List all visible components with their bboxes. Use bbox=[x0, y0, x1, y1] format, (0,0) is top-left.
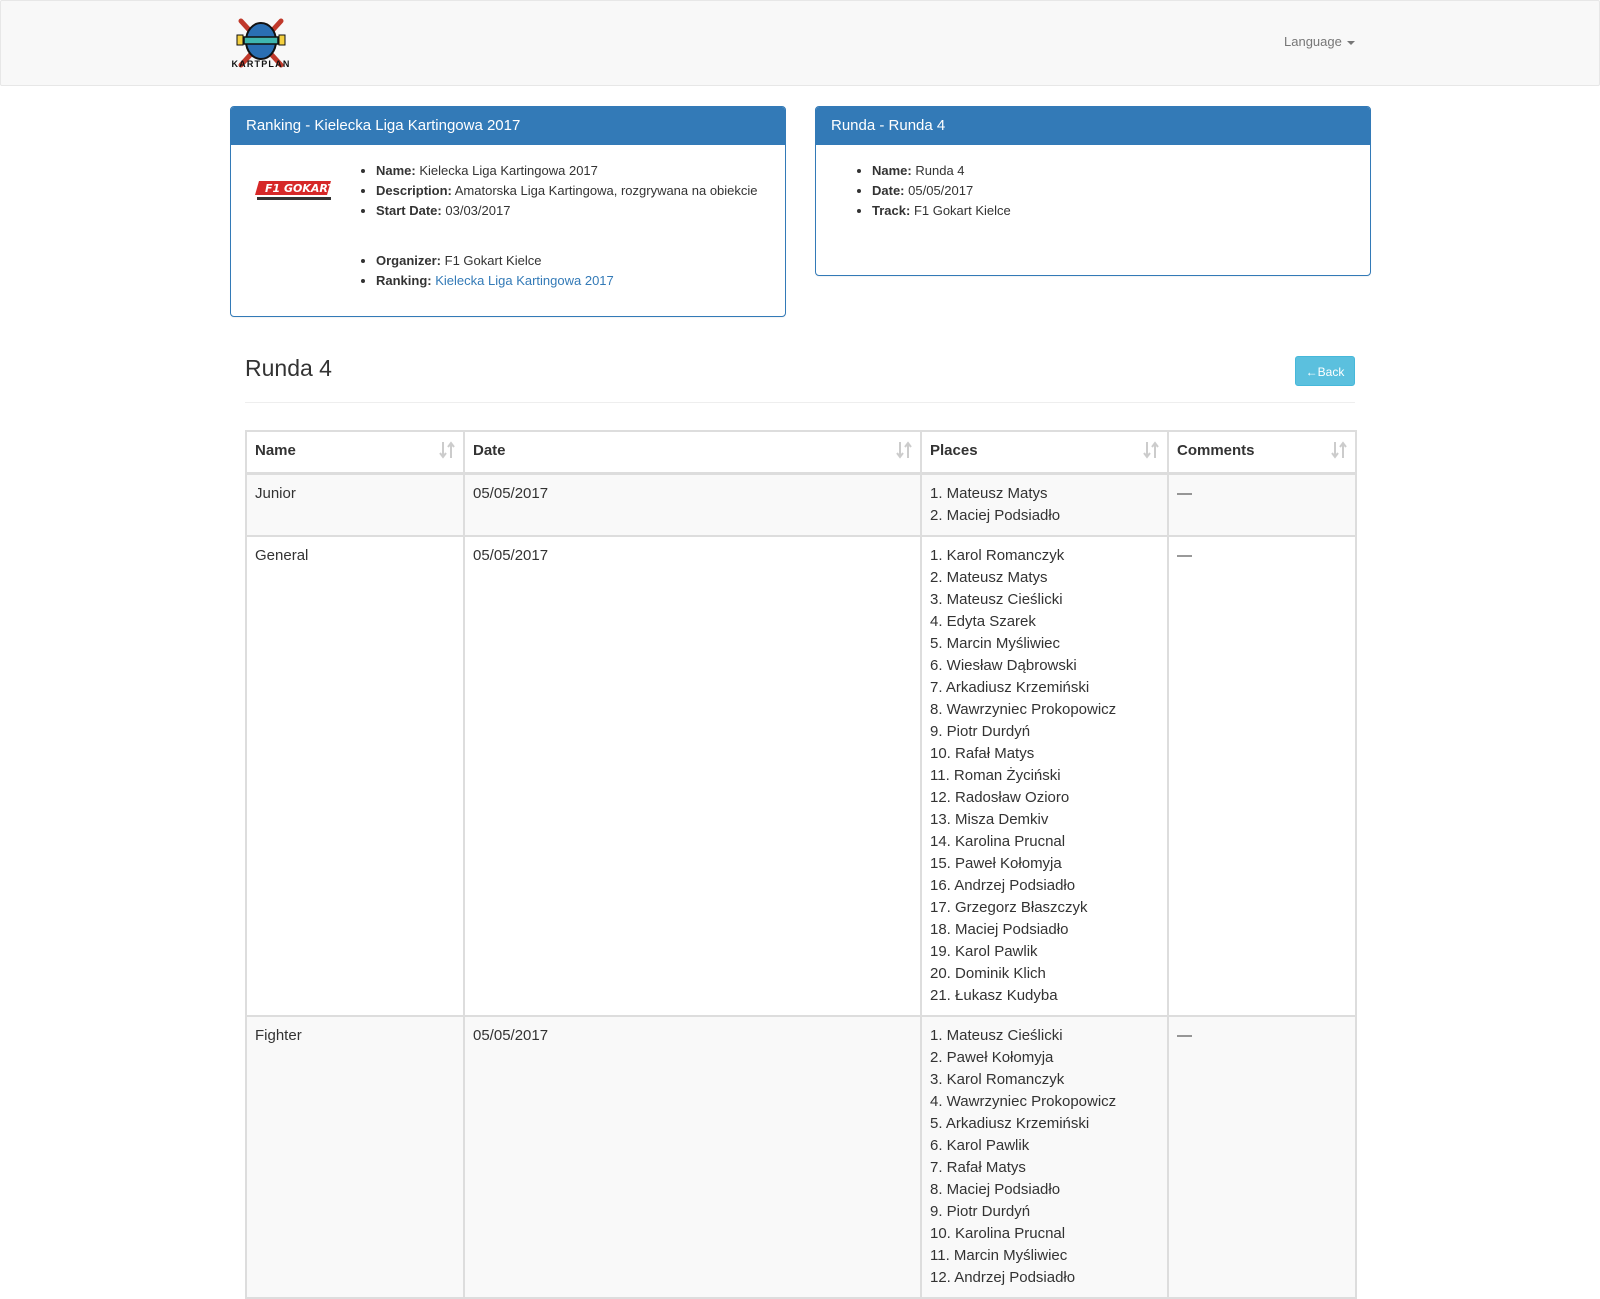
round-panel-title: Runda - Runda 4 bbox=[816, 107, 1370, 145]
place-item: 10. Rafał Matys bbox=[930, 745, 1035, 762]
place-item: 11. Roman Życiński bbox=[930, 767, 1061, 784]
place-item: 2. Mateusz Matys bbox=[930, 569, 1048, 586]
table-row bbox=[246, 1016, 1356, 1298]
sort-icon bbox=[439, 440, 455, 460]
results-table bbox=[245, 430, 1357, 1299]
place-item: 11. Marcin Myśliwiec bbox=[930, 1247, 1068, 1264]
ranking-name-item: • Name: Kielecka Liga Kartingowa 2017 bbox=[376, 161, 766, 181]
place-item: 9. Piotr Durdyń bbox=[930, 723, 1031, 740]
place-item: 1. Karol Romanczyk bbox=[930, 547, 1065, 564]
place-item: 12. Radosław Ozioro bbox=[930, 789, 1070, 806]
place-item: 18. Maciej Podsiadło bbox=[930, 921, 1069, 938]
place-item: 20. Dominik Klich bbox=[930, 965, 1046, 982]
brand-name: KARTPLAN bbox=[231, 59, 291, 69]
cell-date: 05/05/2017 bbox=[464, 1016, 921, 1298]
place-item: 12. Andrzej Podsiadło bbox=[930, 1269, 1076, 1286]
back-button-label: Back bbox=[1317, 365, 1345, 379]
place-item: 3. Mateusz Cieślicki bbox=[930, 591, 1063, 608]
cell-places bbox=[921, 536, 1168, 1016]
sort-icon bbox=[896, 440, 912, 460]
place-item: 7. Rafał Matys bbox=[930, 1159, 1026, 1176]
ranking-description-item: • Description: Amatorska Liga Kartingowa, rozgrywana na obiekcie bbox=[376, 181, 766, 201]
place-item: 6. Wiesław Dąbrowski bbox=[930, 657, 1077, 674]
divider bbox=[245, 402, 1355, 403]
place-item: 19. Karol Pawlik bbox=[930, 943, 1038, 960]
cell-name: Junior bbox=[246, 474, 464, 537]
back-button[interactable] bbox=[1295, 356, 1355, 386]
cell-places bbox=[921, 474, 1168, 537]
place-item: 3. Karol Romanczyk bbox=[930, 1071, 1065, 1088]
place-item: 5. Arkadiusz Krzemiński bbox=[930, 1115, 1090, 1132]
arrow-left-icon: ← bbox=[1305, 365, 1318, 379]
cell-name: Fighter bbox=[246, 1016, 464, 1298]
round-track-item: • Track: F1 Gokart Kielce bbox=[872, 201, 1370, 221]
place-item: 4. Edyta Szarek bbox=[930, 613, 1036, 630]
caret-down-icon bbox=[1347, 41, 1355, 45]
place-item: 2. Maciej Podsiadło bbox=[930, 507, 1061, 524]
place-item: 1. Mateusz Cieślicki bbox=[930, 1027, 1063, 1044]
cell-date: 05/05/2017 bbox=[464, 474, 921, 537]
sort-icon bbox=[1331, 440, 1347, 460]
place-item: 6. Karol Pawlik bbox=[930, 1137, 1030, 1154]
column-header-comments[interactable]: Comments bbox=[1168, 431, 1356, 474]
column-header-places[interactable]: Places bbox=[921, 431, 1168, 474]
column-header-date[interactable]: Date bbox=[464, 431, 921, 474]
svg-text:F1 GOKART: F1 GOKART bbox=[265, 182, 335, 195]
place-item: 8. Wawrzyniec Prokopowicz bbox=[930, 701, 1117, 718]
cell-comments: — bbox=[1168, 536, 1356, 1016]
ranking-organizer-item: • Organizer: F1 Gokart Kielce bbox=[376, 251, 766, 271]
place-item: 8. Maciej Podsiadło bbox=[930, 1181, 1061, 1198]
place-item: 5. Marcin Myśliwiec bbox=[930, 635, 1061, 652]
place-item: 2. Paweł Kołomyja bbox=[930, 1049, 1054, 1066]
ranking-link-item: • Ranking: Kielecka Liga Kartingowa 2017 bbox=[376, 271, 766, 291]
place-item: 9. Piotr Durdyń bbox=[930, 1203, 1031, 1220]
page-title: Runda 4 bbox=[245, 355, 332, 381]
ranking-link[interactable]: Kielecka Liga Kartingowa 2017 bbox=[435, 273, 614, 288]
table-header-row bbox=[246, 431, 1356, 474]
place-item: 1. Mateusz Matys bbox=[930, 485, 1048, 502]
ranking-panel bbox=[230, 106, 786, 317]
cell-comments: — bbox=[1168, 1016, 1356, 1298]
place-item: 10. Karolina Prucnal bbox=[930, 1225, 1066, 1242]
language-label: Language bbox=[1284, 34, 1342, 49]
round-name-item: • Name: Runda 4 bbox=[872, 161, 1370, 181]
sort-icon bbox=[1143, 440, 1159, 460]
cell-comments: — bbox=[1168, 474, 1356, 537]
place-item: 16. Andrzej Podsiadło bbox=[930, 877, 1076, 894]
place-item: 15. Paweł Kołomyja bbox=[930, 855, 1062, 872]
round-date-item: • Date: 05/05/2017 bbox=[872, 181, 1370, 201]
place-item: 21. Łukasz Kudyba bbox=[930, 987, 1058, 1004]
language-dropdown[interactable] bbox=[1284, 34, 1355, 49]
place-item: 13. Misza Demkiv bbox=[930, 811, 1049, 828]
cell-places bbox=[921, 1016, 1168, 1298]
place-item: 4. Wawrzyniec Prokopowicz bbox=[930, 1093, 1117, 1110]
f1-gokart-logo-icon bbox=[255, 175, 335, 205]
navbar bbox=[0, 0, 1600, 86]
cell-date: 05/05/2017 bbox=[464, 536, 921, 1016]
round-panel bbox=[815, 106, 1371, 276]
table-row bbox=[246, 536, 1356, 1016]
column-header-name[interactable]: Name bbox=[246, 431, 464, 474]
place-item: 14. Karolina Prucnal bbox=[930, 833, 1066, 850]
cell-name: General bbox=[246, 536, 464, 1016]
place-item: 7. Arkadiusz Krzemiński bbox=[930, 679, 1090, 696]
ranking-start-date-item: • Start Date: 03/03/2017 bbox=[376, 201, 766, 221]
table-row bbox=[246, 474, 1356, 537]
place-item: 17. Grzegorz Błaszczyk bbox=[930, 899, 1088, 916]
ranking-panel-title: Ranking - Kielecka Liga Kartingowa 2017 bbox=[231, 107, 785, 145]
